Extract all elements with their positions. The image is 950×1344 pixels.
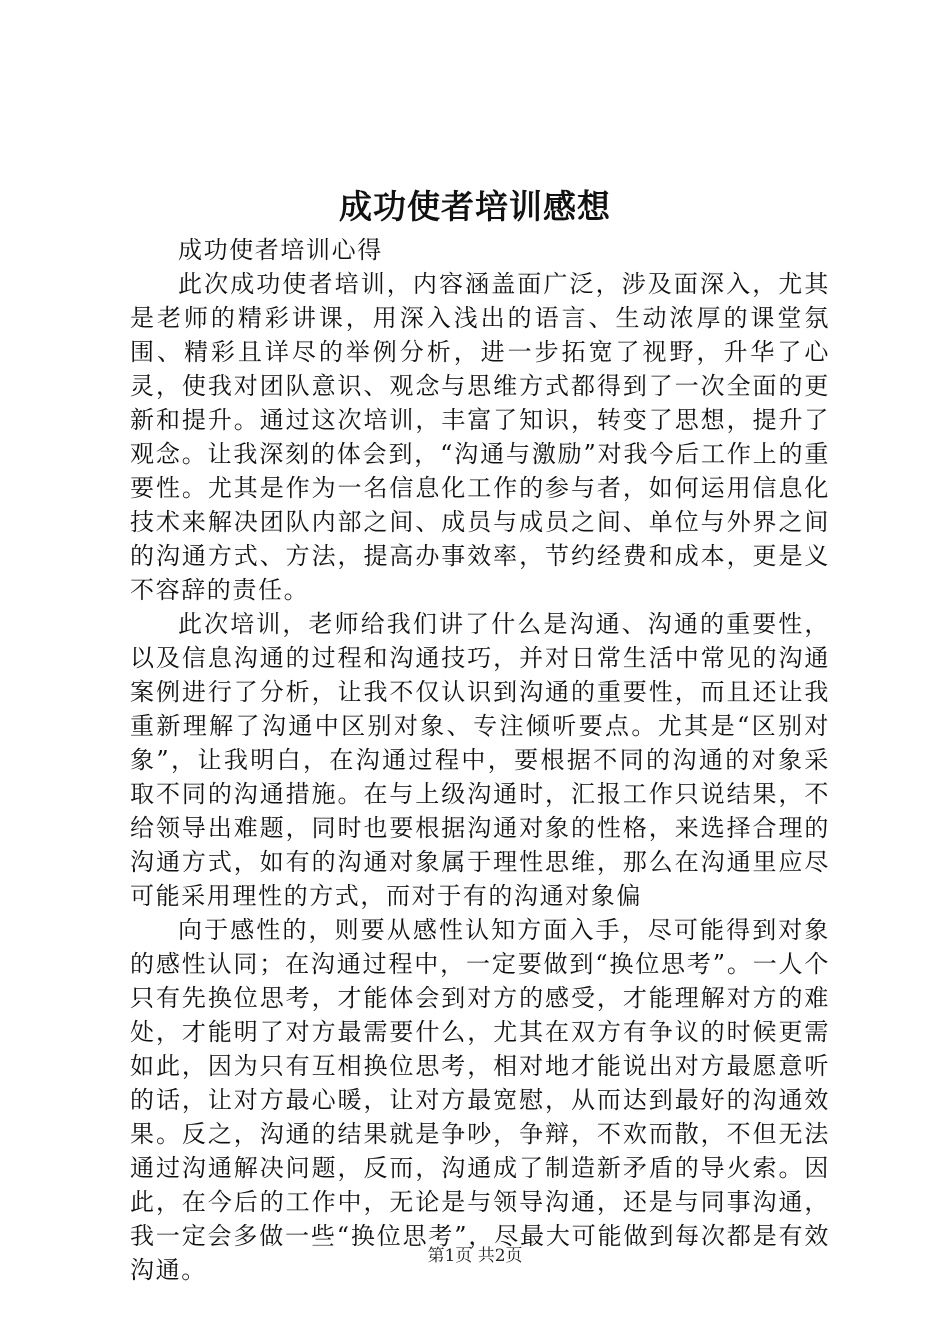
page-number-footer: 第1页 共2页 bbox=[427, 1246, 523, 1266]
subtitle: 成功使者培训心得 bbox=[178, 236, 383, 264]
paragraph-3: 向于感性的，则要从感性认知方面入手，尽可能得到对象的感性认同；在沟通过程中，一定要做到“换位思考”。一人个只有先换位思考，才能体会到对方的感受，才能理解对方的难处，才能明了对方最需要什么，尤其在双方有争议的时候更需如此，因为只有互相换位思考，相对地才能说出对方最愿意听的话，让对方最心暖，让对方最宽慰，从而达到最好的沟通效果。反之，沟通的结果就是争吵，争辩，不欢而散，不但无法通过沟通解决问题，反而，沟通成了制造新矛盾的导火索。因此，在今后的工作中，无论是与领导沟通，还是与同事沟通，我一定会多做一些“换位思考”，尽最大可能做到每次都是有效沟通。 bbox=[130, 916, 830, 1284]
page-title: 成功使者培训感想 bbox=[339, 187, 611, 226]
paragraph-1: 此次成功使者培训，内容涵盖面广泛，涉及面深入，尤其是老师的精彩讲课，用深入浅出的语言、生动浓厚的课堂氛围、精彩且详尽的举例分析，进一步拓宽了视野，升华了心灵，使我对团队意识、观念与思维方式都得到了一次全面的更新和提升。通过这次培训，丰富了知识，转变了思想，提升了观念。让我深刻的体会到，“沟通与激励”对我今后工作上的重要性。尤其是作为一名信息化工作的参与者，如何运用信息化技术来解决团队内部之间、成员与成员之间、单位与外界之间的沟通方式、方法，提高办事效率，节约经费和成本，更是义不容辞的责任。 bbox=[130, 270, 830, 604]
paragraph-2: 此次培训，老师给我们讲了什么是沟通、沟通的重要性，以及信息沟通的过程和沟通技巧，并对日常生活中常见的沟通案例进行了分析，让我不仅认识到沟通的重要性，而且还让我重新理解了沟通中区别对象、专注倾听要点。尤其是“区别对象”，让我明白，在沟通过程中，要根据不同的沟通的对象采取不同的沟通措施。在与上级沟通时，汇报工作只说结果，不给领导出难题，同时也要根据沟通对象的性格，来选择合理的沟通方式，如有的沟通对象属于理性思维，那么在沟通里应尽可能采用理性的方式，而对于有的沟通对象偏 bbox=[130, 610, 830, 910]
document-body bbox=[130, 233, 830, 1287]
